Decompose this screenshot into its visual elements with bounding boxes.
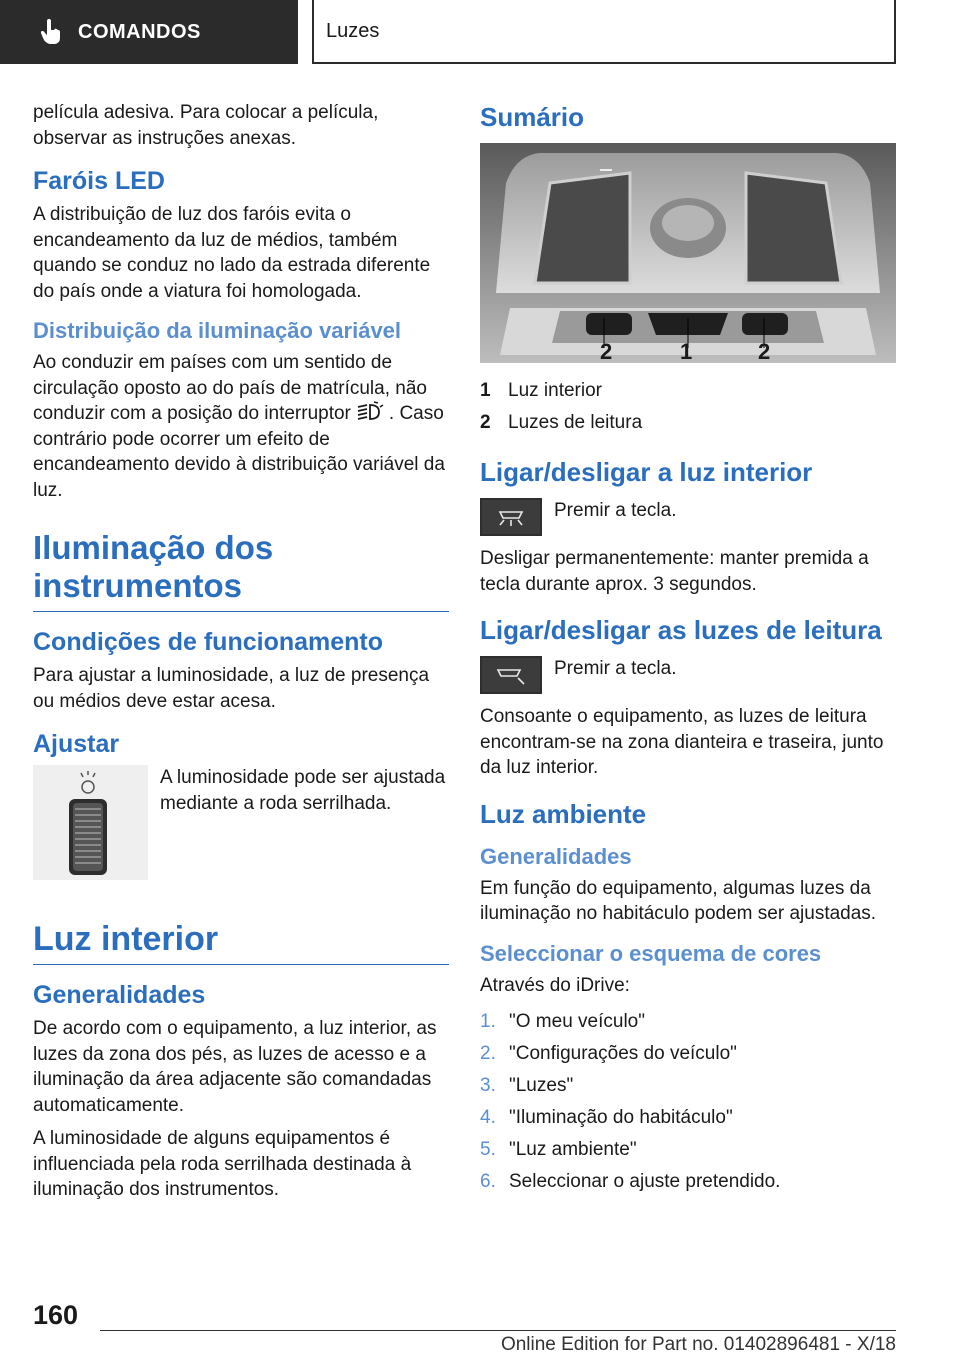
- variable-text: Ao conduzir em países com um sentido de circulação oposto ao do país de matrícula, não conduzir com a posição do interruptor . Caso contrário pode ocorrer um efeito de encandeamento devido à distribuição variável da luz.: [33, 352, 445, 501]
- instruments-heading: Iluminação dos instrumentos: [33, 529, 449, 612]
- interior-light-heading: Luz interior: [33, 920, 449, 965]
- general-text-2: A luminosidade de alguns equipamentos é influenciada pela roda serrilhada destinada à iluminação dos instrumentos.: [33, 1128, 412, 1200]
- scheme-heading: Seleccionar o esquema de cores: [480, 940, 822, 966]
- intro-text: película adesiva. Para colocar a película, observar as instruções anexas.: [33, 102, 379, 149]
- reading-key-row: [480, 656, 896, 694]
- general-text-1: De acordo com o equipamento, a luz interior, as luzes da zona dos pés, as luzes de acesso e a iluminação da área adjacente são comandadas automaticamente.: [33, 1018, 437, 1116]
- ambient-general-text: Em função do equipamento, algumas luzes da iluminação no habitáculo podem ser ajustadas.: [480, 877, 877, 924]
- list-item: 4. "Iluminação do habitáculo": [480, 1107, 733, 1128]
- list-item: 5. "Luz ambiente": [480, 1139, 637, 1160]
- reading-onoff-heading: Ligar/desligar as luzes de leitura: [480, 615, 882, 645]
- press-key-text-2: Premir a tecla.: [554, 658, 677, 679]
- legend-item: 2 Luzes de leitura: [480, 412, 643, 433]
- led-heading: Faróis LED: [33, 167, 165, 195]
- ambient-heading: Luz ambiente: [480, 798, 647, 829]
- dimmer-wheel-illustration: [33, 765, 148, 880]
- reading-light-button-icon: [480, 656, 542, 694]
- adjust-heading: Ajustar: [33, 730, 120, 758]
- interior-onoff-heading: Ligar/desligar a luz interior: [480, 457, 813, 487]
- photo-label-right: 2: [758, 339, 771, 364]
- section-tab: [0, 0, 298, 64]
- section-label: COMANDOS: [78, 20, 201, 43]
- footer-divider: [100, 1330, 896, 1331]
- list-item: 3. "Luzes": [480, 1075, 574, 1096]
- adjust-block: [33, 765, 449, 880]
- right-column: [480, 100, 896, 1198]
- conditions-heading: Condições de funcionamento: [33, 628, 384, 656]
- variable-heading: Distribuição da iluminação variável: [33, 318, 402, 343]
- list-item: 1. "O meu veículo": [480, 1011, 645, 1032]
- edition-text: Online Edition for Part no. 01402896481 - X/18: [500, 1334, 896, 1355]
- permanent-off-text: Desligar permanentemente: manter premida a tecla durante aprox. 3 segundos.: [480, 548, 869, 595]
- left-column: [33, 100, 449, 1211]
- general-heading: Generalidades: [33, 981, 206, 1009]
- interior-key-row: [480, 498, 896, 536]
- interior-light-button-icon: [480, 498, 542, 536]
- ambient-general-heading: Generalidades: [480, 843, 632, 869]
- list-item: 6. Seleccionar o ajuste pretendido.: [480, 1171, 781, 1192]
- conditions-text: Para ajustar a luminosidade, a luz de presença ou médios deve estar acesa.: [33, 665, 430, 712]
- list-item: 2. "Configurações do veículo": [480, 1043, 737, 1064]
- legend-item: 1 Luz interior: [480, 380, 602, 401]
- page-number: 160: [33, 1300, 79, 1330]
- summary-heading: Sumário: [480, 102, 585, 132]
- steps-list: [480, 1006, 896, 1198]
- headlight-switch-icon: [355, 401, 385, 423]
- photo-label-left: 2: [600, 339, 613, 364]
- adjust-text: A luminosidade pode ser ajustada mediante a roda serrilhada.: [160, 767, 446, 814]
- photo-label-center: 1: [680, 339, 693, 364]
- hand-pointer-icon: [40, 19, 62, 45]
- chapter-title: Luzes: [312, 0, 896, 64]
- roof-console-photo: [480, 143, 896, 363]
- press-key-text-1: Premir a tecla.: [554, 500, 677, 521]
- scheme-intro: Através do iDrive:: [480, 974, 630, 996]
- led-text: A distribuição de luz dos faróis evita o encandeamento da luz de médios, também quando se conduz no lado da estrada diferente do país onde a viatura foi homologada.: [33, 204, 431, 302]
- reading-text: Consoante o equipamento, as luzes de leitura encontram-se na zona dianteira e traseira, junto da luz interior.: [480, 706, 884, 778]
